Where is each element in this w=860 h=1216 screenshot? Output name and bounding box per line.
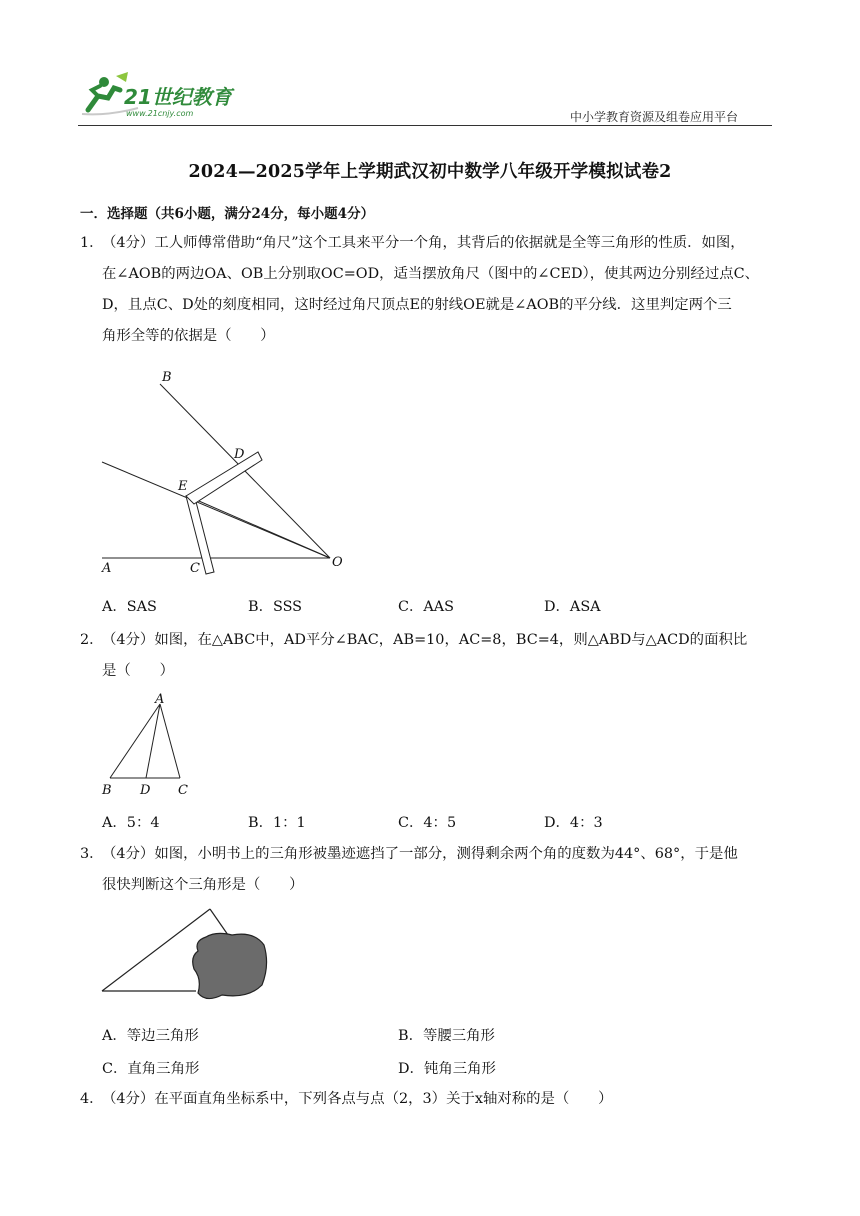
ink-blot-triangle-figure [98,905,278,1005]
question-2 [80,625,780,687]
logo [78,70,248,120]
option-a[interactable]: A．等边三角形 [102,1028,199,1044]
question-line: （4分）如图，在△ABC中，AD平分∠BAC，AB=10，AC=8，BC=4，则△ABD与△ACD的面积比 [102,632,748,648]
option-a[interactable]: A．SAS [102,599,157,615]
question-number: 1． [80,235,104,251]
label-C: C [190,561,200,576]
header-divider [78,125,772,126]
question-line: 很快判断这个三角形是（ ） [102,877,304,893]
options-q1 [102,595,772,615]
runner-logo-icon [78,70,248,120]
label-A: A [155,692,165,707]
option-a[interactable]: A．5：4 [102,815,160,831]
question-1 [80,228,780,352]
label-O: O [332,555,343,570]
question-4 [80,1084,780,1115]
option-b[interactable]: B．1：1 [248,815,306,831]
option-c[interactable]: C．AAS [398,599,455,615]
question-line: （4分）如图，小明书上的三角形被墨迹遮挡了一部分，测得剩余两个角的度数为44°、68°，于是他 [102,846,738,862]
label-B: B [102,783,112,798]
label-E: E [178,479,188,494]
question-number: 3． [80,846,104,862]
question-line: （4分）在平面直角坐标系中，下列各点与点（2，3）关于x轴对称的是（ ） [102,1091,613,1107]
question-line: 是（ ） [102,663,174,679]
label-B: B [162,370,172,385]
logo-text: 21世纪教育 [124,85,232,109]
option-c[interactable]: C．4：5 [398,815,457,831]
question-3 [80,839,780,901]
question-number: 4． [80,1091,104,1107]
ink-blot [193,933,267,998]
label-C: C [178,783,188,798]
options-q3 [102,1024,772,1084]
question-number: 2． [80,632,104,648]
page-title: 2024—2025学年上学期武汉初中数学八年级开学模拟试卷2 [188,162,672,182]
option-d[interactable]: D．ASA [544,599,601,615]
label-D: D [140,783,151,798]
label-D: D [234,447,245,462]
option-b[interactable]: B．SSS [248,599,303,615]
logo-url: www.21cnjy.com [126,109,194,118]
question-line: （4分）工人师傅常借助“角尺”这个工具来平分一个角，其背后的依据就是全等三角形的性质．如图， [102,235,745,251]
option-d[interactable]: D．4：3 [544,815,603,831]
option-b[interactable]: B．等腰三角形 [398,1028,495,1044]
question-line: 角形全等的依据是（ ） [102,328,275,344]
triangle-abc-figure [98,690,198,800]
label-A: A [102,561,112,576]
angle-ruler-figure [98,366,358,581]
option-c[interactable]: C．直角三角形 [102,1061,200,1077]
platform-name: 中小学教育资源及组卷应用平台 [569,110,738,124]
options-q2 [102,811,772,831]
option-d[interactable]: D．钝角三角形 [398,1061,496,1077]
question-line: D，且点C、D处的刻度相同，这时经过角尺顶点E的射线OE就是∠AOB的平分线．这里判定两个三 [102,297,732,313]
question-line: 在∠AOB的两边OA、OB上分别取OC=OD，适当摆放角尺（图中的∠CED），使其两边分别经过点C、 [102,266,760,282]
section-heading: 一．选择题（共6小题，满分24分，每小题4分） [80,206,375,222]
